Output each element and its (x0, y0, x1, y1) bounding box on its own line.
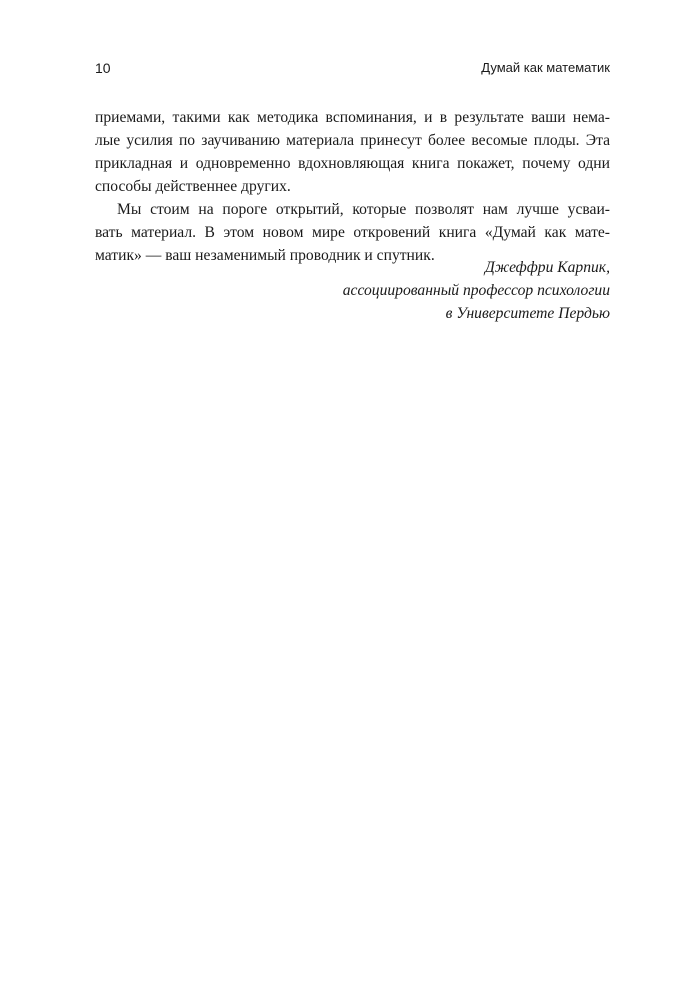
text-line: Мы стоим на пороге открытий, которые позволят нам лучше усваи- (117, 201, 610, 218)
signature-name: Джеффри Карпик, (484, 259, 610, 276)
text-line: прикладная и одновременно вдохновляющая книга покажет, почему одни (95, 155, 610, 172)
page-header (95, 60, 610, 80)
running-title: Думай как математик (481, 60, 610, 75)
text-line: вать материал. В этом новом мире откровений книга «Думай как мате- (95, 224, 610, 241)
body-text (95, 106, 610, 267)
text-line: способы действеннее других. (95, 178, 291, 195)
text-line: лые усилия по заучиванию материала принесут более весомые плоды. Эта (95, 132, 610, 149)
signature-institution: в Университете Пердью (445, 305, 610, 322)
signature-position: ассоциированный профессор психологии (342, 282, 610, 299)
signature-block (95, 256, 610, 325)
text-line: приемами, такими как методика вспоминания, и в результате ваши нема- (95, 109, 610, 126)
text-line: матик» — ваш незаменимый проводник и спутник. (95, 247, 435, 264)
paragraph (95, 106, 610, 198)
page-number: 10 (95, 60, 111, 76)
